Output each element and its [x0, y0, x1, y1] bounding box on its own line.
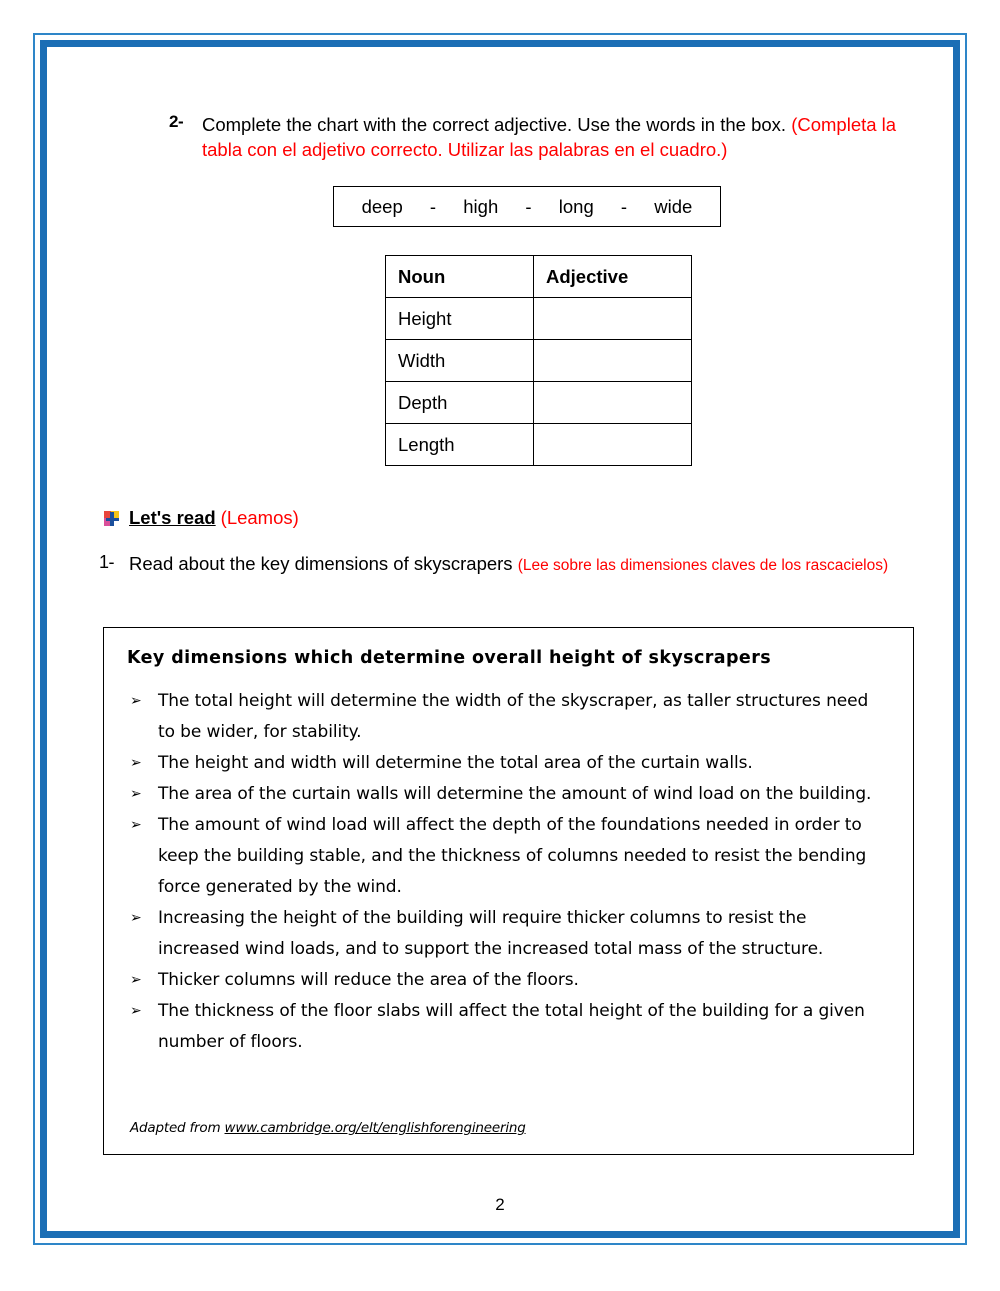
table-row	[386, 298, 692, 340]
exercise-1-instruction-es: (Lee sobre las dimensiones claves de los rascacielos)	[517, 557, 889, 574]
list-item-text: The total height will determine the width of the skyscraper, as taller structures need to be wider, for stability.	[158, 691, 869, 742]
word-bank-separator-3: -	[620, 195, 628, 217]
reading-passage-box	[103, 627, 914, 1155]
list-item	[130, 748, 885, 779]
list-item-text: Increasing the height of the building will require thicker columns to resist the increased wind loads, and to support the increased total mass of the structure.	[158, 908, 824, 959]
exercise-2-number: 2-	[169, 112, 184, 131]
table-header-row	[386, 256, 692, 298]
table-cell-adjective-answer[interactable]	[534, 424, 692, 466]
word-bank-word-1: deep	[361, 195, 403, 217]
list-item	[130, 810, 885, 903]
word-bank-box	[333, 186, 721, 227]
list-item	[130, 686, 885, 748]
list-item-text: Thicker columns will reduce the area of the floors.	[158, 970, 579, 990]
exercise-1	[99, 552, 909, 578]
source-url-link[interactable]: www.cambridge.org/elt/englishforengineering	[224, 1120, 526, 1136]
table-cell-adjective-answer[interactable]	[534, 382, 692, 424]
list-item-text: The amount of wind load will affect the depth of the foundations needed in order to keep the building stable, and the thickness of columns needed to resist the bending force generated by the wind.	[158, 815, 867, 897]
table-row	[386, 382, 692, 424]
exercise-1-instruction-en: Read about the key dimensions of skyscrapers	[129, 553, 513, 574]
list-item	[130, 903, 885, 965]
lets-read-label-es: (Leamos)	[220, 507, 299, 528]
page-number: 2	[495, 1195, 505, 1214]
reading-passage-list	[104, 686, 913, 1058]
arrow-bullet-icon: ➢	[130, 786, 142, 802]
table-cell-adjective-answer[interactable]	[534, 340, 692, 382]
lets-read-heading	[104, 507, 299, 529]
noun-adjective-table	[385, 255, 692, 466]
exercise-1-number: 1-	[99, 552, 115, 572]
list-item-text: The area of the curtain walls will determine the amount of wind load on the building.	[158, 784, 872, 804]
arrow-bullet-icon: ➢	[130, 910, 142, 926]
list-item-text: The height and width will determine the total area of the curtain walls.	[158, 753, 753, 773]
table-cell-noun: Depth	[386, 382, 534, 424]
table-row	[386, 424, 692, 466]
exercise-2-instruction	[202, 112, 929, 162]
exercise-2-instruction-es: (Completa la tabla con el adjetivo correcto. Utilizar las palabras en el cuadro.)	[202, 114, 897, 160]
list-item	[130, 996, 885, 1058]
page-content	[47, 47, 953, 1231]
list-item-text: The thickness of the floor slabs will affect the total height of the building for a given number of floors.	[158, 1001, 865, 1052]
arrow-bullet-icon: ➢	[130, 693, 142, 709]
table-cell-noun: Height	[386, 298, 534, 340]
source-prefix: Adapted from	[130, 1120, 225, 1136]
table-cell-noun: Length	[386, 424, 534, 466]
word-bank-word-4: wide	[654, 195, 693, 217]
table-header-noun: Noun	[386, 256, 534, 298]
word-bank-separator-1: -	[429, 195, 437, 217]
word-bank-word-3: long	[558, 195, 594, 217]
arrow-bullet-icon: ➢	[130, 972, 142, 988]
list-item	[130, 965, 885, 996]
arrow-bullet-icon: ➢	[130, 755, 142, 771]
exercise-2-instruction-en: Complete the chart with the correct adjective. Use the words in the box.	[202, 114, 787, 135]
arrow-bullet-icon: ➢	[130, 1003, 142, 1019]
table-cell-adjective-answer[interactable]	[534, 298, 692, 340]
list-item	[130, 779, 885, 810]
word-bank-separator-2: -	[525, 195, 532, 217]
word-bank-word-2: high	[463, 195, 499, 217]
reading-passage-title: Key dimensions which determine overall height of skyscrapers	[127, 648, 772, 668]
table-row	[386, 340, 692, 382]
arrow-bullet-icon: ➢	[130, 817, 142, 833]
multicolor-cross-bullet-icon	[104, 511, 119, 526]
table-header-adjective: Adjective	[534, 256, 692, 298]
exercise-1-instruction	[129, 552, 909, 578]
table-cell-noun: Width	[386, 340, 534, 382]
exercise-2	[169, 112, 929, 162]
lets-read-label-en: Let's read	[129, 507, 216, 528]
source-attribution	[130, 1120, 526, 1136]
